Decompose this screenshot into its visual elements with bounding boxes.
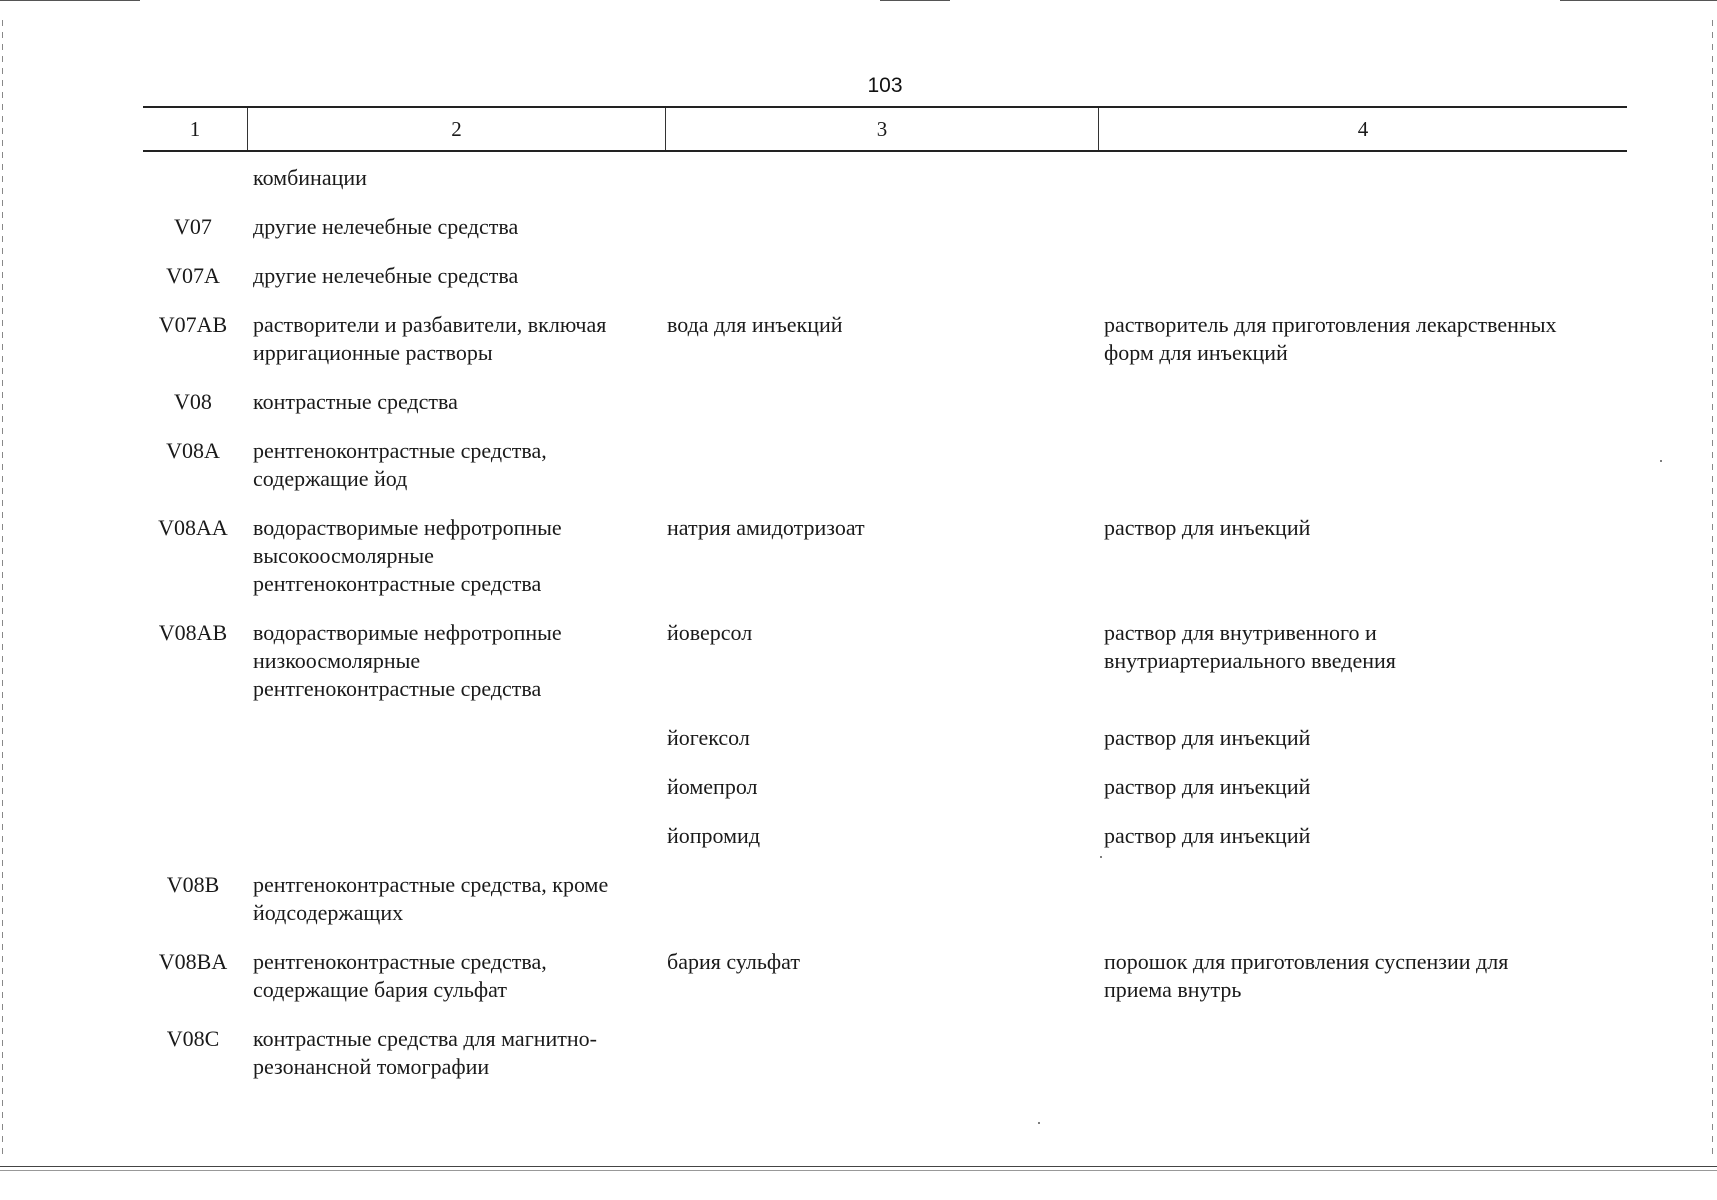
scan-edge-top-right <box>1560 0 1717 1</box>
column-header-3: 3 <box>665 108 1098 150</box>
dosage-form-cell <box>1098 1025 1627 1081</box>
table-row <box>143 514 1627 598</box>
drug-name-cell <box>665 437 1098 493</box>
atc-code-cell: V07AB <box>158 312 228 337</box>
table-row <box>143 388 1627 416</box>
dosage-form-cell: раствор для инъекций <box>1104 774 1311 799</box>
group-name-cell <box>247 822 665 850</box>
atc-code-cell <box>143 773 247 801</box>
dosage-form-cell <box>1098 388 1627 416</box>
scan-speck <box>1660 460 1662 462</box>
column-header-4: 4 <box>1098 108 1627 150</box>
atc-code-cell: V07 <box>174 214 212 239</box>
column-header-1: 1 <box>189 116 201 141</box>
column-header-2: 2 <box>247 108 665 150</box>
drug-name-cell: вода для инъекций <box>667 312 843 337</box>
scan-edge-top-mid <box>880 0 950 1</box>
drug-name-cell: йомепрол <box>667 774 758 799</box>
group-name-cell: водорастворимые нефротропные низкоосмолярные рентгеноконтрастные средства <box>253 620 562 701</box>
atc-code-cell: V08B <box>166 872 220 897</box>
atc-code-cell <box>143 164 247 192</box>
drug-name-cell <box>665 213 1098 241</box>
group-name-cell: водорастворимые нефротропные высокоосмолярные рентгеноконтрастные средства <box>253 515 562 596</box>
table-row <box>143 822 1627 850</box>
table-row <box>143 437 1627 493</box>
scan-edge-right <box>1712 20 1713 1160</box>
atc-code-cell: V08AB <box>158 620 228 645</box>
group-name-cell: растворители и разбавители, включая ирригационные растворы <box>253 312 607 365</box>
table-body <box>143 164 1627 1102</box>
table-row <box>143 1025 1627 1081</box>
table-row <box>143 164 1627 192</box>
drug-name-cell: йогексол <box>667 725 750 750</box>
group-name-cell <box>247 773 665 801</box>
atc-code-cell <box>143 724 247 752</box>
table-row <box>143 262 1627 290</box>
dosage-form-cell: растворитель для приготовления лекарственных форм для инъекций <box>1104 312 1557 365</box>
table-row <box>143 773 1627 801</box>
drug-name-cell: йоверсол <box>667 620 753 645</box>
dosage-form-cell: раствор для инъекций <box>1104 725 1311 750</box>
atc-code-cell: V08BA <box>158 949 228 974</box>
dosage-form-cell <box>1098 164 1627 192</box>
dosage-form-cell <box>1098 437 1627 493</box>
dosage-form-cell <box>1098 213 1627 241</box>
dosage-form-cell: раствор для внутривенного и внутриартериального введения <box>1104 620 1396 673</box>
atc-code-cell: V08 <box>174 389 212 414</box>
group-name-cell: другие нелечебные средства <box>253 263 519 288</box>
drug-name-cell: бария сульфат <box>667 949 800 974</box>
drug-name-cell <box>665 388 1098 416</box>
group-name-cell: контрастные средства для магнитно- резонансной томографии <box>253 1026 597 1079</box>
drug-name-cell <box>665 164 1098 192</box>
group-name-cell: контрастные средства <box>253 389 458 414</box>
dosage-form-cell: порошок для приготовления суспензии для приема внутрь <box>1104 949 1509 1002</box>
group-name-cell: рентгеноконтрастные средства, содержащие бария сульфат <box>253 949 547 1002</box>
atc-code-cell: V08A <box>166 438 220 463</box>
page-number: 103 <box>867 74 903 97</box>
atc-code-cell <box>143 822 247 850</box>
scan-edge-bottom-2 <box>0 1170 1717 1171</box>
scan-speck <box>1038 1122 1040 1124</box>
dosage-form-cell <box>1098 871 1627 927</box>
scan-edge-left <box>2 20 3 1160</box>
group-name-cell: рентгеноконтрастные средства, содержащие йод <box>253 438 547 491</box>
group-name-cell <box>247 724 665 752</box>
group-name-cell: другие нелечебные средства <box>253 214 519 239</box>
table-row <box>143 871 1627 927</box>
drug-table <box>143 106 1627 1079</box>
atc-code-cell: V08AA <box>158 515 228 540</box>
table-row <box>143 619 1627 703</box>
dosage-form-cell: раствор для инъекций <box>1104 515 1311 540</box>
drug-name-cell <box>665 871 1098 927</box>
table-header-row <box>143 106 1627 152</box>
drug-name-cell <box>665 1025 1098 1081</box>
table-row <box>143 311 1627 367</box>
drug-name-cell: натрия амидотризоат <box>667 515 865 540</box>
drug-name-cell <box>665 262 1098 290</box>
dosage-form-cell <box>1098 262 1627 290</box>
group-name-cell: рентгеноконтрастные средства, кроме йодсодержащих <box>253 872 609 925</box>
scan-edge-top-left <box>0 0 140 1</box>
drug-name-cell: йопромид <box>667 823 761 848</box>
scan-edge-bottom <box>0 1166 1717 1167</box>
atc-code-cell: V08C <box>166 1026 220 1051</box>
table-row <box>143 948 1627 1004</box>
table-row <box>143 724 1627 752</box>
group-name-cell: комбинации <box>253 165 367 190</box>
table-row <box>143 213 1627 241</box>
dosage-form-cell: раствор для инъекций <box>1104 823 1311 848</box>
atc-code-cell: V07A <box>166 263 220 288</box>
